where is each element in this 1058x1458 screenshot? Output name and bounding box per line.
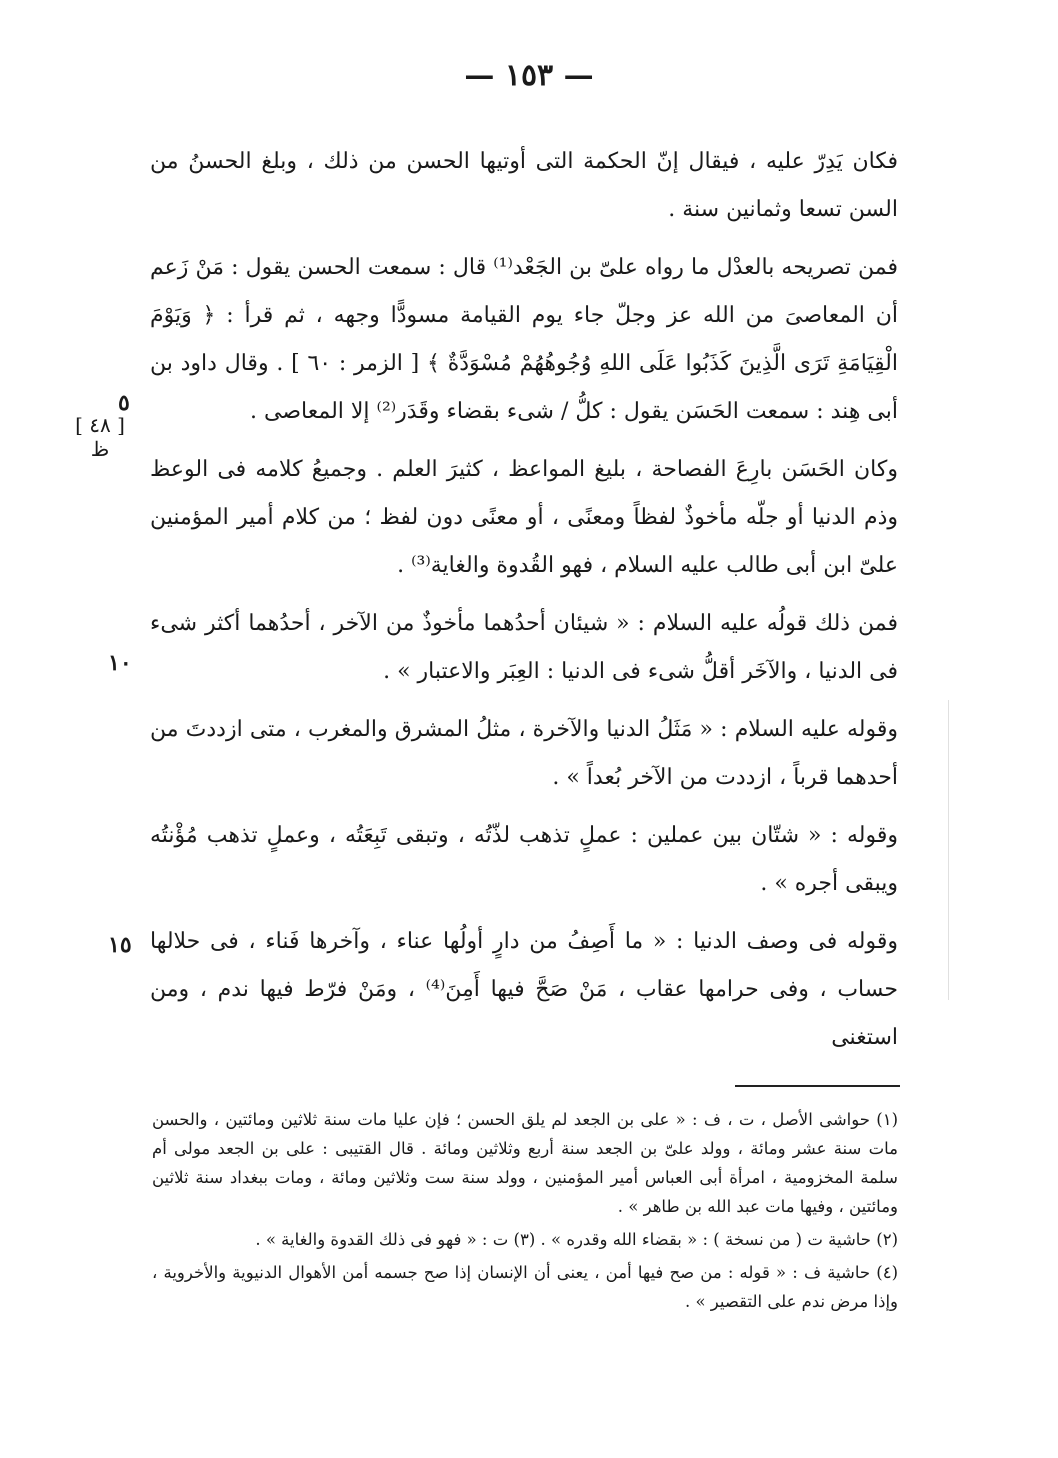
footnotes <box>152 1105 898 1320</box>
paragraph-2: فمن تصريحه بالعدْل ما رواه علىّ بن الجَعْد⁽¹⁾ قال : سمعت الحسن يقول : مَنْ زَعم أن المعاصىَ من الله عز وجلّ جاء يوم القيامة مسودًّا وجهه ، ثم قرأ : ﴿ وَيَوْمَ الْقِيَامَةِ تَرَى الَّذِينَ كَذَبُوا عَلَى اللهِ وُجُوهُهُمْ مُسْوَدَّةٌ ﴾ [ الزمر : ٦٠ ] . وقال داود بن أبى هِند : سمعت الحَسَن يقول : كلُّ / شىء بقضاء وقَدَر⁽²⁾ إلا المعاصى . <box>150 255 898 424</box>
footnote-1: (١) حواشى الأصل ، ت ، ف : « على بن الجعد لم يلق الحسن ؛ فإن عليا مات سنة ثلاثين ومائتين ، والحسن مات سنة عشر ومائة ، وولد علىّ بن الجعد سنة أربع وثلاثين ومائة . قال القتيبى : على بن الجعد مولى أم سلمة المخزومية ، امرأة أبى العباس أمير المؤمنين ، وولد سنة ست وثلاثين ومائة ، ومات ببغداد سنة ثلاثين ومائتين ، وفيها مات عبد الله بن طاهر » . <box>152 1110 898 1216</box>
folio-side: ظ <box>90 437 110 461</box>
folio-reference <box>60 413 140 461</box>
footnote-2-3: (٢) حاشية ت ( من نسخة ) : « بقضاء الله وقدره » . (٣) ت : « فهو فى ذلك القدوة والغاية » . <box>255 1230 898 1249</box>
page-edge-line <box>948 700 949 1000</box>
line-number-5: ٥ <box>118 390 130 416</box>
paragraph-7: وقوله فى وصف الدنيا : « ما أَصِفُ من دارٍ أولُها عناء ، وآخرها فَناء ، فى حلالها حساب ، وفى حرامها عقاب ، مَنْ صَحَّ فيها أَمِنَ⁽⁴⁾ ، ومَنْ فرّط فيها ندم ، ومن استغنى <box>150 929 898 1050</box>
line-number-10: ١٠ <box>108 650 132 676</box>
page-number: — ١٥٣ — <box>464 58 594 93</box>
paragraph-3: وكان الحَسَن بارِعَ الفصاحة ، بليغ المواعظ ، كثيرَ العلم . وجميعُ كلامه فى الوعظ وذم الدنيا أو جلّه مأخوذٌ لفظاً ومعنًى ، أو معنًى دون لفظ ؛ من كلام أمير المؤمنين علىّ ابن أبى طالب عليه السلام ، فهو القُدوة والغاية⁽³⁾ . <box>150 457 898 578</box>
footnote-4: (٤) حاشية ف : « قوله : من صح فيها أمن ، يعنى أن الإنسان إذا صح جسمه أمن الأهوال الدنيوية والأخروية ، وإذا مرض ندم على التقصير » . <box>152 1263 898 1311</box>
folio-number: [ ٤٨ ] <box>75 413 125 437</box>
footnote-rule <box>735 1085 900 1087</box>
paragraph-1: فكان يَدِرّ عليه ، فيقال إنّ الحكمة التى أوتيها الحسن من ذلك ، وبلغ الحسنُ من السن تسعا وثمانين سنة . <box>150 149 898 222</box>
paragraph-6: وقوله : « شتّان بين عملين : عملٍ تذهب لذّتُه ، وتبقى تَبِعَتُه ، وعملٍ تذهب مُؤْنتُه ويبقى أجره » . <box>150 823 898 896</box>
line-number-15: ١٥ <box>108 932 132 958</box>
paragraph-5: وقوله عليه السلام : « مَثَلُ الدنيا والآخرة ، مثلُ المشرق والمغرب ، متى ازددتَ من أحدهما قرباً ، ازددت من الآخر بُعداً » . <box>150 717 898 790</box>
main-text <box>150 138 898 1072</box>
paragraph-4: فمن ذلك قولُه عليه السلام : « شيئان أحدُهما مأخوذٌ من الآخر ، أحدُهما أكثر شىء فى الدنيا ، والآخَر أقلُّ شىء فى الدنيا : العِبَر والاعتبار » . <box>150 611 898 684</box>
